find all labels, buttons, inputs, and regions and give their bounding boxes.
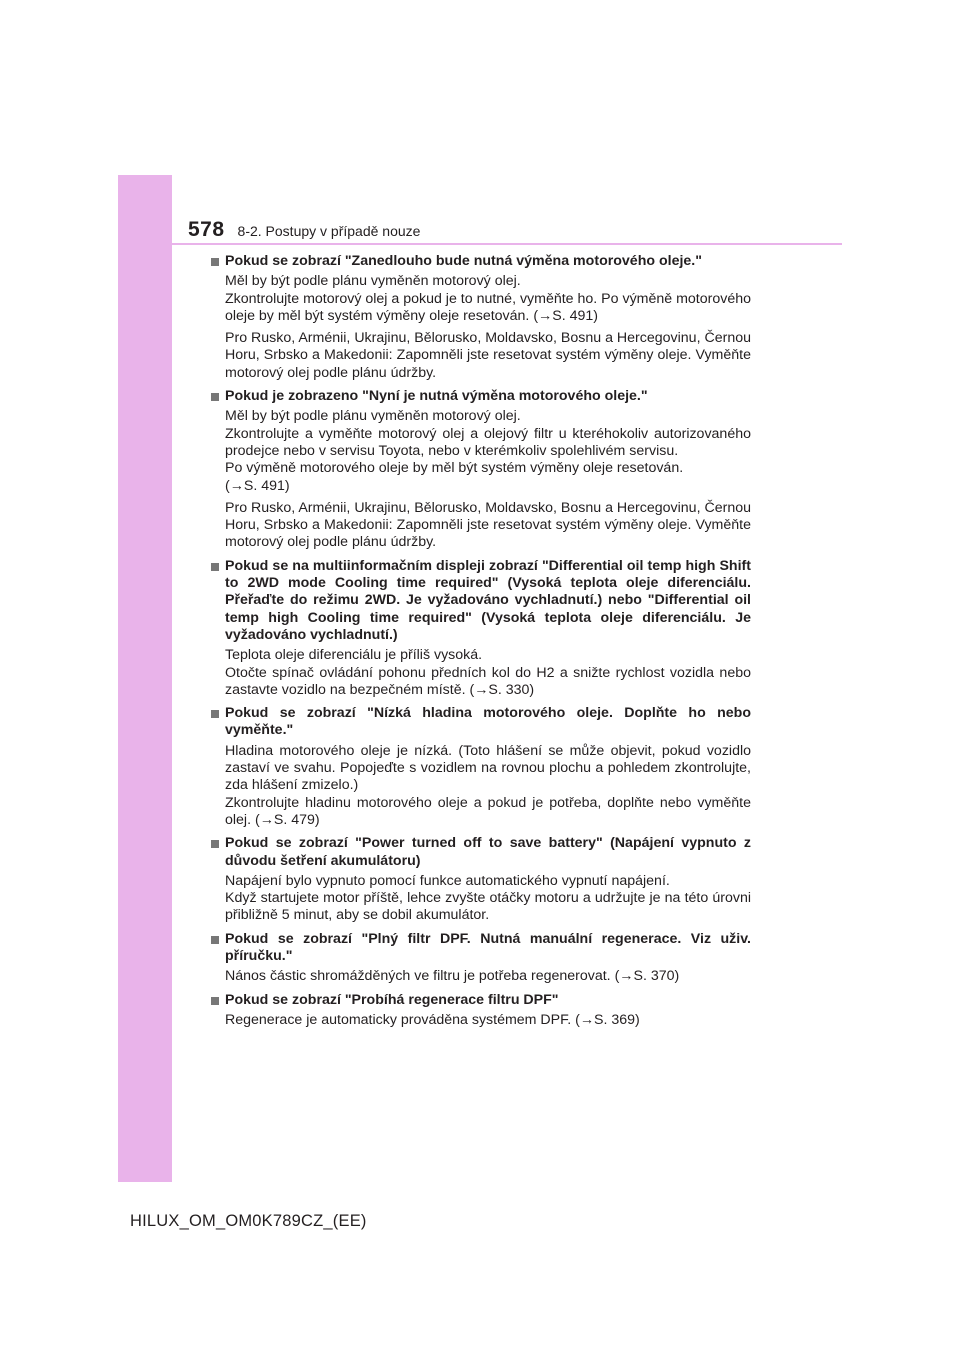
page-header [188,218,420,242]
paragraph-line: Zkontrolujte motorový olej a pokud je to nutné, vyměňte ho. Po výměně motorového oleje by měl být systém výměny oleje resetován. (→S. 491) [225,290,752,324]
notice-heading [211,705,751,740]
paragraph-line: Teplota oleje diferenciálu je příliš vysoká. [225,647,483,664]
paragraph-line: Hladina motorového oleje je nízká. (Toto hlášení se může objevit, pokud vozidlo zastaví ve svahu. Popojeďte s vozidlem na rovnou plochu a pohledem zkontrolujte, zda hlášení zmizelo.) [225,742,751,794]
notice-paragraph [211,330,751,382]
square-bullet-icon [211,258,219,266]
section-title: 8-2. Postupy v případě nouze [237,223,421,239]
chapter-tab-bar [118,175,172,1182]
notice-heading-text: Pokud se zobrazí "Probíhá regenerace filtru DPF" [225,991,559,1008]
notice-heading [211,253,751,270]
notice-heading-text: Pokud se zobrazí "Nízká hladina motorového oleje. Doplňte ho nebo vyměňte." [225,705,751,739]
page-number: 578 [188,218,225,241]
paragraph-line: Regenerace je automaticky prováděna systémem DPF. (→S. 369) [225,1011,640,1028]
notice-heading-text: Pokud se zobrazí "Plný filtr DPF. Nutná manuální regenerace. Viz uživ. příručku." [225,930,751,964]
notice-paragraph [211,408,751,494]
notice-paragraph [211,500,751,552]
notice-heading-text: Pokud se zobrazí "Power turned off to save battery" (Napájení vypnuto z důvodu šetření akumulátoru) [225,835,751,869]
notice-heading-text: Pokud se na multiinformačním displeji zobrazí "Differential oil temp high Shift to 2WD mode Cooling time required" (Vysoká teplota oleje diferenciálu. Přeřaďte do režimu 2WD. Je vyžadováno vychladnutí.) nebo "Differential oil temp high Cooling time required" (Vysoká teplota oleje diferenciálu. Je vyžadováno vychladnutí.) [225,557,751,643]
notice-section [211,558,751,699]
paragraph-line: Zkontrolujte a vyměňte motorový olej a olejový filtr u kteréhokoliv autorizovaného prodejce nebo v servisu Toyota, nebo v kterémkoliv spolehlivém servisu. [225,425,751,459]
square-bullet-icon [211,840,219,848]
notice-section [211,253,751,382]
square-bullet-icon [211,936,219,944]
notice-heading [211,931,751,966]
paragraph-line: Pro Rusko, Arménii, Ukrajinu, Bělorusko, Moldavsko, Bosnu a Hercegovinu, Černou Horu, Srbsko a Makedonii: Zapomněli jste resetovat systém výměny oleje. Vyměňte motorový olej podle plánu údržby. [225,330,751,381]
notice-section [211,835,751,924]
paragraph-line: Otočte spínač ovládání pohonu předních kol do H2 a snižte rychlost vozidla nebo zastavte vozidlo na bezpečném místě. (→S. 330) [225,664,751,698]
notice-paragraph [211,1012,751,1029]
header-divider [172,243,842,245]
notice-paragraph [211,273,751,325]
paragraph-line: Měl by být podle plánu vyměněn motorový olej. [225,273,521,290]
notice-section [211,388,751,552]
notice-heading-text: Pokud je zobrazeno "Nyní je nutná výměna motorového oleje." [225,388,648,405]
square-bullet-icon [211,710,219,718]
notice-paragraph [211,873,751,925]
notice-section [211,992,751,1030]
paragraph-line: Měl by být podle plánu vyměněn motorový olej. [225,408,521,425]
notice-heading [211,388,751,405]
notice-heading-text: Pokud se zobrazí "Zanedlouho bude nutná výměna motorového oleje." [225,253,702,269]
notice-paragraph [211,647,751,699]
square-bullet-icon [211,563,219,571]
square-bullet-icon [211,997,219,1005]
paragraph-line: Když startujete motor příště, lehce zvyšte otáčky motoru a udržujte je na této úrovni přibližně 5 minut, aby se dobil akumulátor. [225,890,751,924]
main-content [211,253,751,1035]
notice-heading [211,558,751,644]
notice-section [211,705,751,829]
notice-section [211,931,751,986]
notice-paragraph [211,743,751,829]
paragraph-line: Zkontrolujte hladinu motorového oleje a pokud je potřeba, doplňte nebo vyměňte olej. (→S. 479) [225,794,751,828]
paragraph-line: (→S. 491) [225,477,290,494]
notice-heading [211,835,751,870]
paragraph-line: Napájení bylo vypnuto pomocí funkce automatického vypnutí napájení. [225,872,670,889]
paragraph-line: Nános částic shromážděných ve filtru je potřeba regenerovat. (→S. 370) [225,968,680,985]
square-bullet-icon [211,393,219,401]
notice-paragraph [211,968,751,985]
paragraph-line: Pro Rusko, Arménii, Ukrajinu, Bělorusko, Moldavsko, Bosnu a Hercegovinu, Černou Horu, Srbsko a Makedonii: Zapomněli jste resetovat systém výměny oleje. Vyměňte motorový olej podle plánu údržby. [225,499,751,551]
document-code: HILUX_OM_OM0K789CZ_(EE) [130,1212,367,1230]
notice-heading [211,992,751,1009]
paragraph-line: Po výměně motorového oleje by měl být systém výměny oleje resetován. [225,460,684,477]
